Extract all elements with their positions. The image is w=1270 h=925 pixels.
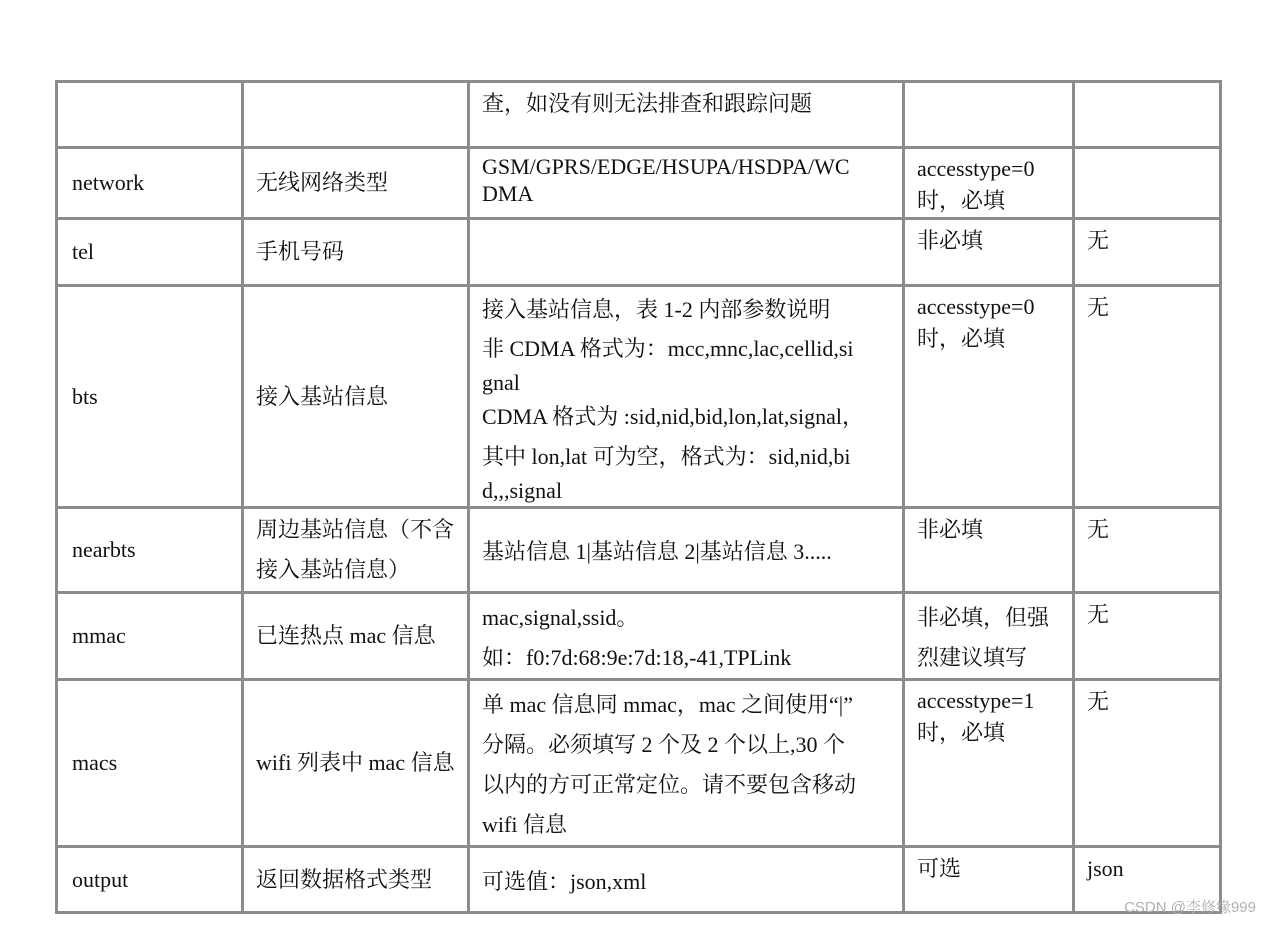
table-row [57,508,1221,593]
table-row [57,82,1221,148]
text-line: 单 mac 信息同 mmac，mac 之间使用“|” [482,692,853,717]
param-required-cell [904,508,1074,593]
param-required-cell [904,219,1074,286]
text-line: accesstype=0 [917,156,1035,181]
text-line: CDMA 格式为 :sid,nid,bid,lon,lat,signal， [482,404,864,429]
text-line: 时，必填 [917,720,1006,745]
param-name-cell: tel [57,219,243,286]
text-line: d,,,signal [482,478,563,503]
param-name-cell: network [57,148,243,219]
param-value-cell [469,508,904,593]
param-name-cell: mmac [57,593,243,680]
param-name-cell: macs [57,680,243,847]
text-line: 基站信息 1|基站信息 2|基站信息 3..... [482,539,832,564]
param-default-cell: 无 [1074,219,1221,286]
table-row [57,847,1221,913]
table-body [57,82,1221,913]
table-row [57,680,1221,847]
text-line: DMA [482,181,534,206]
param-name-cell: nearbts [57,508,243,593]
param-name-cell: output [57,847,243,913]
text-line: GSM/GPRS/EDGE/HSUPA/HSDPA/WC [482,154,850,179]
text-line: accesstype=1 [917,688,1035,713]
table-row [57,286,1221,508]
param-default-cell: 无 [1074,286,1221,508]
param-desc-cell: 接入基站信息 [243,286,469,508]
param-required-cell [904,82,1074,148]
param-default-cell: json [1074,847,1221,913]
text-line: 可选值：json,xml [482,868,647,894]
param-required-cell [904,593,1074,680]
text-line: 非必填，但强 [917,605,1050,630]
param-default-cell: 无 [1074,593,1221,680]
param-desc-cell: 已连热点 mac 信息 [243,593,469,680]
text-line: 非必填 [917,517,984,542]
param-name-cell [57,82,243,148]
param-default-cell: 无 [1074,680,1221,847]
text-line: 分隔。必须填写 2 个及 2 个以上,30 个 [482,732,846,757]
param-desc-cell: 周边基站信息（不含接入基站信息） [243,508,469,593]
text-line: accesstype=0 [917,294,1035,319]
param-desc-cell: wifi 列表中 mac 信息 [243,680,469,847]
param-required-cell [904,847,1074,913]
param-value-cell [469,148,904,219]
param-required-cell [904,680,1074,847]
text-line: 接入基站信息，表 1-2 内部参数说明 [482,297,831,322]
param-default-cell [1074,148,1221,219]
param-value-cell [469,82,904,148]
parameter-table [55,80,1222,914]
watermark: CSDN @李修缘999 [1124,899,1256,916]
text-line: 可选 [917,856,962,881]
param-value-cell [469,286,904,508]
text-line: 查，如没有则无法排查和跟踪问题 [482,91,813,116]
text-line: wifi 信息 [482,812,567,837]
param-required-cell [904,286,1074,508]
text-line: 时，必填 [917,188,1006,213]
param-name-cell: bts [57,286,243,508]
text-line: gnal [482,370,520,395]
param-value-cell [469,847,904,913]
param-desc-cell: 手机号码 [243,219,469,286]
text-line: 时，必填 [917,326,1006,351]
text-line: 非 CDMA 格式为：mcc,mnc,lac,cellid,si [482,336,854,361]
param-desc-cell: 无线网络类型 [243,148,469,219]
text-line: 烈建议填写 [917,645,1028,670]
text-line: 以内的方可正常定位。请不要包含移动 [482,772,857,797]
table-row [57,593,1221,680]
text-line: 如：f0:7d:68:9e:7d:18,-41,TPLink [482,645,792,670]
param-required-cell [904,148,1074,219]
param-value-cell [469,219,904,286]
table-row [57,148,1221,219]
param-default-cell: 无 [1074,508,1221,593]
param-value-cell [469,593,904,680]
text-line: mac,signal,ssid。 [482,605,639,630]
param-desc-cell: 返回数据格式类型 [243,847,469,913]
param-default-cell [1074,82,1221,148]
param-value-cell [469,680,904,847]
table-row [57,219,1221,286]
param-desc-cell [243,82,469,148]
text-line: 其中 lon,lat 可为空，格式为：sid,nid,bi [482,444,851,469]
text-line: 非必填 [917,228,984,253]
